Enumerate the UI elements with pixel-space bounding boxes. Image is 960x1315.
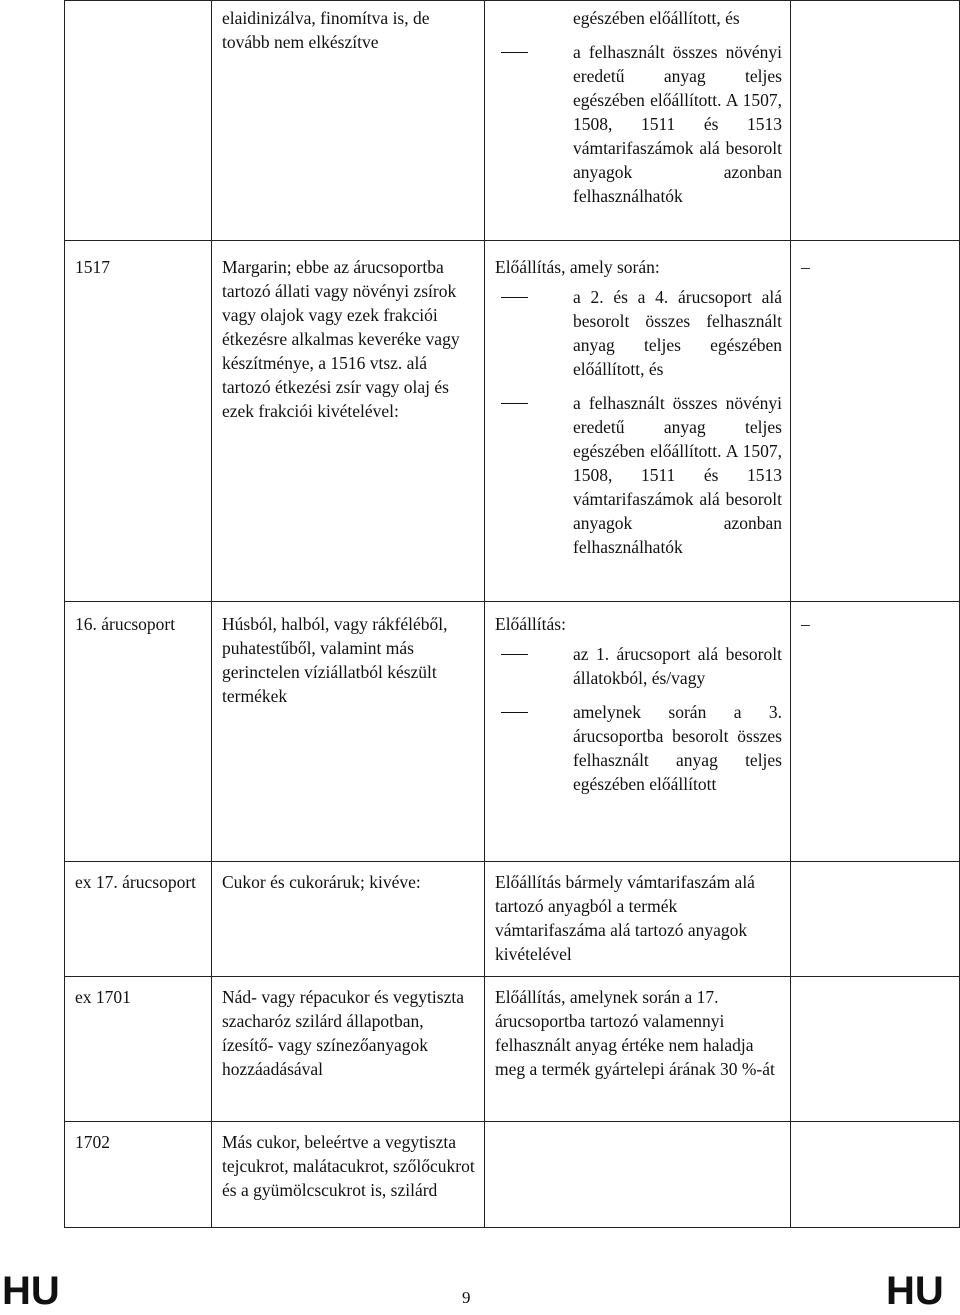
- rule-item: egészében előállított, és: [573, 8, 740, 28]
- rule-item: a felhasznált összes növényi eredetű anyag teljes egészében előállított. A 1507, 1508, 1511 és 1513 vámtarifaszámok alá besorolt anyagok azonban felhasználhatók: [495, 40, 782, 208]
- alt-rule-cell: [791, 1122, 960, 1228]
- rule-intro: Előállítás, amely során:: [495, 257, 660, 277]
- rule-cell: [485, 1, 791, 241]
- alt-rule-cell: –: [791, 602, 960, 862]
- description-cell: Nád- vagy répacukor és vegytiszta szacharóz szilárd állapotban, ízesítő- vagy színezőanyagok hozzáadásával: [212, 977, 485, 1122]
- code-cell: [65, 1, 212, 241]
- table-row: [65, 1, 960, 241]
- code-cell: 16. árucsoport: [65, 602, 212, 862]
- description-cell: Margarin; ebbe az árucsoportba tartozó állati vagy növényi zsírok vagy olajok vagy ezek frakciói étkezésre alkalmas keveréke vagy készítménye, a 1516 vtsz. alá tartozó étkezési zsír vagy olaj és ezek frakciói kivételével:: [212, 241, 485, 602]
- description-cell: elaidinizálva, finomítva is, de tovább nem elkészítve: [212, 1, 485, 241]
- alt-rule-cell: [791, 862, 960, 977]
- alt-rule-cell: –: [791, 241, 960, 602]
- table-row: [65, 241, 960, 602]
- rule-intro: Előállítás:: [495, 614, 566, 634]
- rules-table: [64, 0, 960, 1228]
- rule-cell: [485, 602, 791, 862]
- rule-cell: Előállítás, amelynek során a 17. árucsoportba tartozó valamennyi felhasznált anyag értéke nem haladja meg a termék gyártelepi árának 30 %-át: [485, 977, 791, 1122]
- footer-language-right: HU: [886, 1269, 944, 1313]
- alt-rule-cell: [791, 1, 960, 241]
- description-cell: Más cukor, beleértve a vegytiszta tejcukrot, malátacukrot, szőlőcukrot és a gyümölcscukrot is, szilárd: [212, 1122, 485, 1228]
- table-row: [65, 862, 960, 977]
- rule-cell: Előállítás bármely vámtarifaszám alá tartozó anyagból a termék vámtarifaszáma alá tartozó anyagok kivételével: [485, 862, 791, 977]
- rule-item: az 1. árucsoport alá besorolt állatokból, és/vagy: [495, 642, 782, 690]
- description-cell: Cukor és cukoráruk; kivéve:: [212, 862, 485, 977]
- rule-item: amelynek során a 3. árucsoportba besorolt összes felhasznált anyag teljes egészében előállított: [495, 700, 782, 796]
- rule-cell: [485, 241, 791, 602]
- table-row: [65, 1122, 960, 1228]
- table-row: [65, 602, 960, 862]
- alt-rule-cell: [791, 977, 960, 1122]
- code-cell: ex 17. árucsoport: [65, 862, 212, 977]
- code-cell: 1517: [65, 241, 212, 602]
- footer-language-left: HU: [2, 1269, 60, 1313]
- code-cell: 1702: [65, 1122, 212, 1228]
- page-number: 9: [462, 1288, 471, 1307]
- code-cell: ex 1701: [65, 977, 212, 1122]
- rule-cell: [485, 1122, 791, 1228]
- table-row: [65, 977, 960, 1122]
- rule-item: a 2. és a 4. árucsoport alá besorolt összes felhasznált anyag teljes egészében előállított, és: [495, 285, 782, 381]
- description-cell: Húsból, halból, vagy rákféléből, puhatestűből, valamint más gerinctelen víziállatból készült termékek: [212, 602, 485, 862]
- rule-item: a felhasznált összes növényi eredetű anyag teljes egészében előállított. A 1507, 1508, 1511 és 1513 vámtarifaszámok alá besorolt anyagok azonban felhasználhatók: [495, 391, 782, 559]
